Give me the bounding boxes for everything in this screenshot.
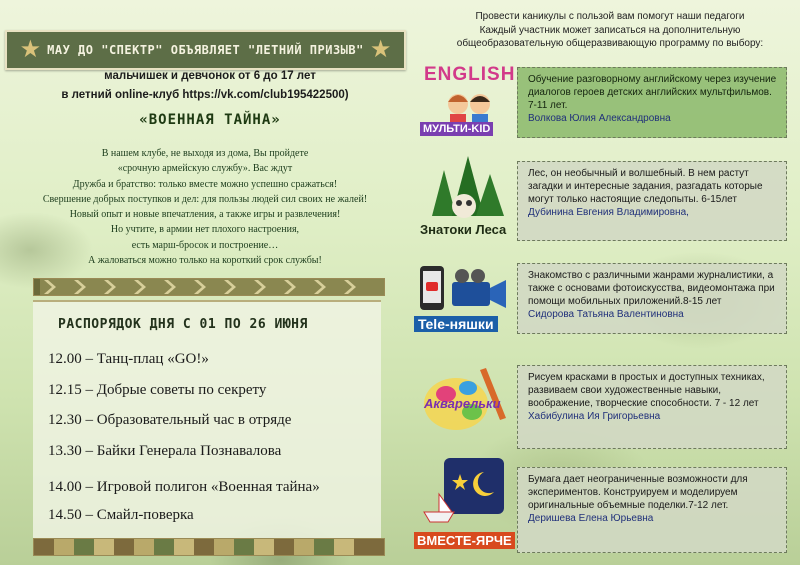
program-card [517,67,787,138]
intro-line: есть марш-бросок и построение… [131,239,279,251]
chevron-stripe-icon [34,279,384,295]
intro-line: Новый опыт и новые впечатления, а также игры и развлечения! [69,209,341,221]
banner-title: МАУ ДО "СПЕКТР" ОБЪЯВЛЯЕТ "ЛЕТНИЙ ПРИЗЫВ" [47,43,364,57]
schedule-item: 12.30 – Образовательный час в отряде [48,412,292,428]
schedule-item: 12.15 – Добрые советы по секрету [48,382,267,398]
programs-intro-line: Каждый участник может записаться на дополнительную [479,24,741,36]
star-icon: ★ [19,37,42,63]
program-card [517,263,787,334]
program-description: Бумага дает неограниченные возможности для экспериментов. Конструируем и моделируем оригинальные объемные поделки.7-12 лет. [528,474,748,511]
watercolor-logo [416,358,516,444]
program-card [517,365,787,449]
program-card [517,161,787,241]
decorative-stripe [33,538,385,556]
intro-line: Но учтите, в армии нет плохого настроения, [110,224,300,236]
program-card [517,467,787,553]
decorative-stripe [33,278,385,296]
program-description: Лес, он необычный и волшебный. В нем растут загадки и интересные задания, разгадать которые могут только настоящие следопыты. 6-15лет [528,168,763,205]
program-teacher: Сидорова Татьяна Валентиновна [528,309,684,320]
paper-craft-logo [414,452,518,552]
programs-intro-line: Провести каникулы с пользой вам помогут наши педагоги [475,11,745,22]
intro-line: Дружба и братство: только вместе можно успешно сражаться! [72,178,338,190]
forest-logo [414,148,516,240]
intro-line: В нашем клубе, не выходя из дома, Вы пройдете [101,148,309,159]
program-teacher: Дубинина Евгения Владимировна, [528,207,689,218]
tele-logo [414,262,516,340]
forest-icon [414,148,516,224]
program-description: Знакомство с различными жанрами журналистики, а также с основами фотоискусства, видеомонтажа при помощи мобильных приложений.8-15 лет [528,270,775,307]
title-banner [5,30,406,70]
phone-camera-icon [414,262,516,318]
logo-english-text: ENGLISH [424,64,516,85]
schedule-item: 12.00 – Танц-плац «GO!» [48,351,209,367]
audience-text: мальчишек и девчонок от 6 до 17 лет [104,70,316,82]
intro-line: Свершение добрых поступков и дел: для пользы людей сил своих не жалей! [42,193,368,205]
english-logo [418,62,516,140]
logo-tele-text: Tele-няшки [414,316,498,332]
programs-intro [425,10,795,51]
star-icon: ★ [369,37,392,63]
program-teacher: Волкова Юлия Александровна [528,113,671,124]
intro-text [5,146,405,268]
program-description: Рисуем красками в простых и доступных техниках, развиваем свои художественные навыки, воображение, творческие способности. 7 - 12 лет [528,372,765,409]
logo-forest-text: Знатоки Леса [420,222,507,237]
program-teacher: Деришева Елена Юрьевна [528,513,654,524]
logo-sub-text: МУЛЬТИ-KID [420,122,493,136]
schedule-title: РАСПОРЯДОК ДНЯ С 01 ПО 26 ИЮНЯ [58,317,308,332]
camo-stripe-icon [34,539,384,555]
schedule-item: 14.50 – Смайл-поверка [48,507,194,523]
intro-line: «срочную армейскую службу». Вас ждут [117,163,293,175]
club-link-text: в летний online-клуб https://vk.com/club195422500) [61,89,349,101]
program-teacher: Хабибулина Ия Григорьевна [528,411,661,422]
program-description: Обучение разговорному английскому через изучение диалогов героев детских английских мультфильмов. 7-11 лет. [528,74,777,111]
club-name: «ВОЕННАЯ ТАЙНА» [139,112,281,128]
logo-watercolor-text: Акварельки [424,396,501,411]
schedule-item: 14.00 – Игровой полигон «Военная тайна» [48,479,320,495]
intro-line: А жаловаться можно только на короткий срок службы! [88,255,322,267]
programs-intro-line: общеобразовательную общеразвивающую программу по выбору: [456,38,764,49]
logo-paper-text: ВМЕСТЕ-ЯРЧЕ [414,532,515,549]
paper-boat-icon [414,452,518,532]
schedule-item: 13.30 – Байки Генерала Познавалова [48,443,282,459]
